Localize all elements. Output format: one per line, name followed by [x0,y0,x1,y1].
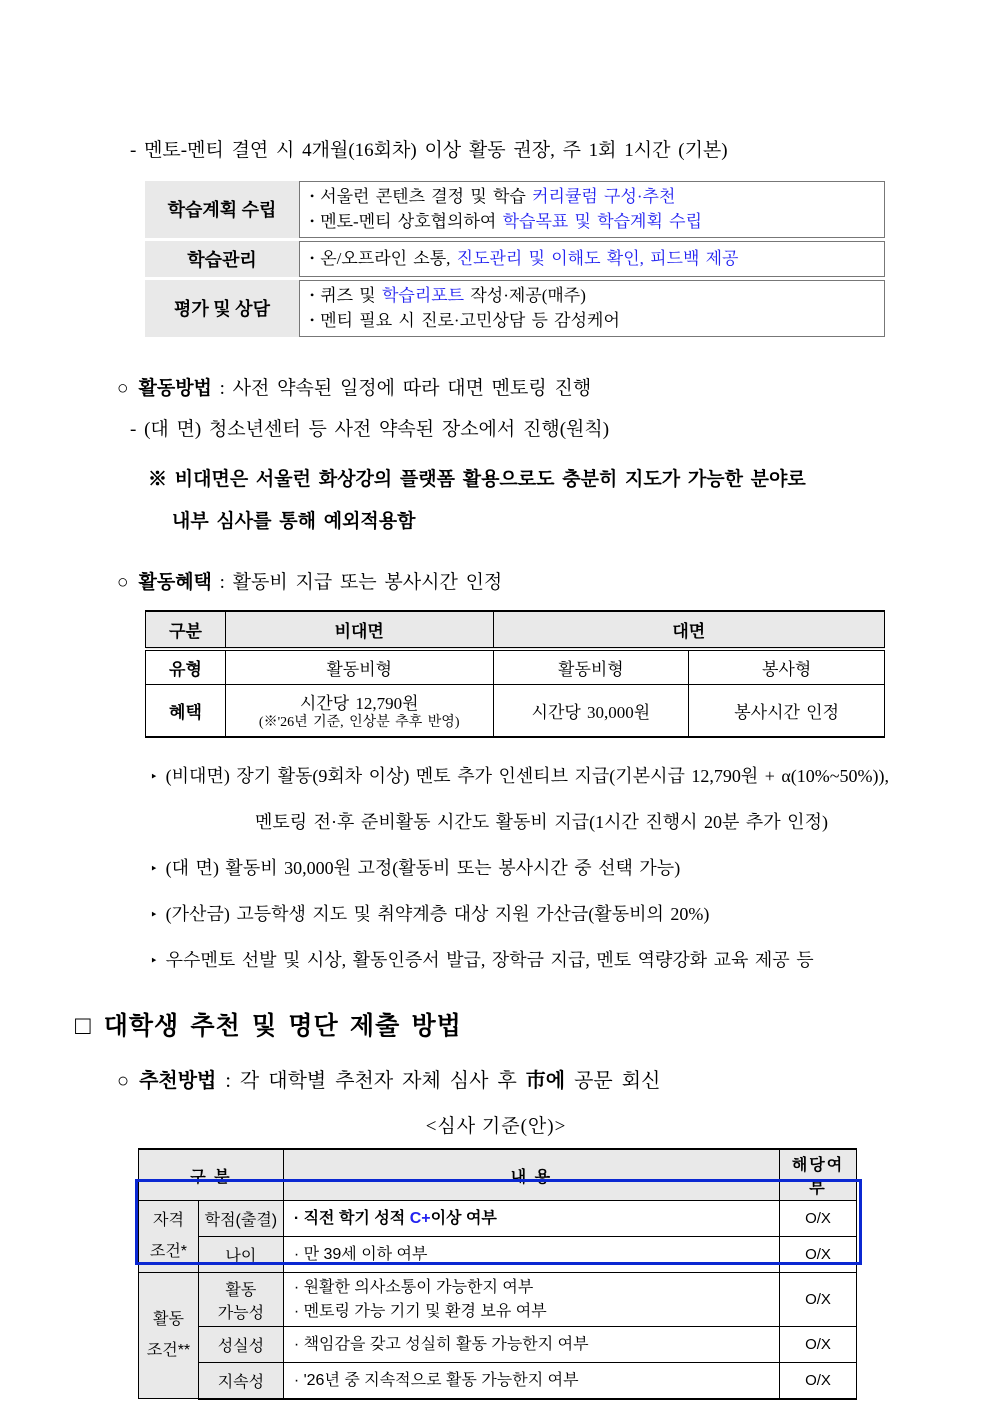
triangle-bullet-icon: ‣ [150,769,158,785]
reference-mark-icon: ※ [148,468,168,490]
sub-cell: 나이 [198,1237,283,1273]
sub-cell: 지속성 [198,1363,283,1399]
list-item [310,209,874,235]
sub-text: (대 면) 청소년센터 등 사전 약속된 장소에서 진행(원칙) [144,419,610,441]
group-cell [139,1201,199,1273]
table-row [146,649,885,685]
cell [225,684,493,737]
group-cell [139,1273,199,1399]
cell: 활동비형 [225,649,493,685]
recommend-method-line [117,1064,992,1093]
table-row [139,1237,857,1273]
ox-cell: O/X [780,1201,857,1237]
ox-cell: O/X [780,1363,857,1399]
list-item [150,854,992,880]
criteria-table-wrap [138,1148,857,1400]
criteria-text: · 원활한 의사소통이 가능한지 여부 [293,1279,534,1297]
group-line: 자격 [153,1212,184,1230]
group-line: 조건** [146,1341,191,1359]
section-label: 추천방법 [139,1070,217,1093]
note-block [148,467,992,534]
item-text-blue: 진도관리 및 이해도 확인, 피드백 제공 [456,248,739,268]
table-row [139,1327,857,1363]
table-row [145,241,885,277]
triangle-bullet-icon: ‣ [150,907,158,923]
content-cell: · 만 39세 이하 여부 [283,1237,779,1273]
content-cell [283,1201,779,1237]
list-item [310,283,874,309]
table-row [139,1273,857,1327]
ox-cell: O/X [780,1327,857,1363]
page-heading [75,1006,992,1042]
header-cell: 해당여부 [780,1149,857,1201]
bullet-icon: • [310,313,315,328]
item-text: 서울런 콘텐츠 결정 및 학습 [320,186,533,206]
role-label: 평가 및 상담 [145,280,299,337]
item-text: 작성·제공(매주) [464,285,586,305]
section-label: 활동방법 [138,377,212,399]
bullet-text: 우수멘토 선발 및 시상, 활동인증서 발급, 장학금 지급, 멘토 역량강화 교육 제공 등 [165,950,814,971]
note-text: 비대면은 서울런 화상강의 플랫폼 활용으로도 충분히 지도가 가능한 분야로 [174,468,806,490]
dash-bullet: - [130,140,137,161]
note-line1 [148,467,992,493]
criteria-text: · 직전 학기 성적 [293,1209,410,1227]
bullet-text: (대 면) 활동비 30,000원 고정(활동비 또는 봉사시간 중 선택 가능) [165,858,681,879]
table-row [145,181,885,238]
list-item [150,900,992,926]
cell: 봉사시간 인정 [689,684,885,737]
table-row [139,1363,857,1399]
square-bullet-icon: □ [75,1011,92,1041]
method-sub-line [130,417,992,443]
section-text: 공문 회신 [565,1070,661,1093]
header-cell: 구분 [146,611,226,649]
bullet-icon: • [310,250,315,265]
intro-text: 멘토-멘티 결연 시 4개월(16회차) 이상 활동 권장, 주 1회 1시간 (기본) [144,140,728,161]
bullet-icon: • [310,188,315,203]
role-content [299,181,885,238]
group-line: 조건* [149,1242,188,1260]
circle-bullet-icon: ○ [117,1070,130,1093]
heading-text: 대학생 추천 및 명단 제출 방법 [103,1013,462,1041]
content-cell [283,1273,779,1327]
list-item-continuation: 멘토링 전·후 준비활동 시간도 활동비 지급(1시간 진행시 20분 추가 인정) [255,812,828,833]
table-header-row [139,1149,857,1201]
role-content [299,280,885,337]
city-emphasis: 市에 [525,1070,566,1093]
group-line: 활동 [153,1311,184,1329]
role-label: 학습관리 [145,241,299,277]
benefit-bullet-list [150,762,992,972]
cell: 활동비형 [493,649,689,685]
list-item [310,246,874,272]
section-text: : 각 대학별 추천자 자체 심사 후 [216,1070,526,1093]
section-label: 활동혜택 [138,572,212,594]
table-row [146,684,885,737]
sub-cell [198,1273,283,1327]
circle-bullet-icon: ○ [117,377,129,399]
activity-benefit-line [117,570,992,596]
sub-cell: 학점(출결) [198,1201,283,1237]
list-item [310,184,874,210]
cell: 봉사형 [689,649,885,685]
activity-method-line [117,376,992,402]
dash-bullet: - [130,419,137,441]
header-cell: 비대면 [225,611,493,649]
circle-bullet-icon: ○ [117,572,129,594]
item-text-blue: 학습리포트 [381,285,465,305]
item-text: 퀴즈 및 [320,285,382,305]
benefits-table [145,610,885,738]
cell: 시간당 30,000원 [493,684,689,737]
ox-cell: O/X [780,1237,857,1273]
row-label: 혜택 [146,684,226,737]
table-header-row [146,611,885,649]
sub-line: 가능성 [217,1304,265,1322]
role-label: 학습계획 수립 [145,181,299,238]
sub-cell: 성실성 [198,1327,283,1363]
section-text: : 사전 약속된 일정에 따라 대면 멘토링 진행 [211,377,592,399]
triangle-bullet-icon: ‣ [150,953,158,969]
benefit-amount: 시간당 12,790원 [299,693,419,713]
note-line2: 내부 심사를 통해 예외적용함 [172,510,416,532]
content-cell: · '26년 중 지속적으로 활동 가능한지 여부 [283,1363,779,1399]
section-text: : 활동비 지급 또는 봉사시간 인정 [211,572,503,594]
content-cell: · 책임감을 갖고 성실히 활동 가능한지 여부 [283,1327,779,1363]
header-cell: 대면 [493,611,884,649]
table-row [145,280,885,337]
item-text: 온/오프라인 소통, [320,248,457,268]
bullet-icon: • [310,287,315,302]
bullet-icon: • [310,214,315,229]
item-text-blue: 학습목표 및 학습계획 수립 [502,212,702,232]
criteria-text: 이상 여부 [430,1209,497,1227]
item-text-blue: 커리큘럼 구성·추천 [532,186,676,206]
list-item [310,308,874,334]
table-row [139,1201,857,1237]
header-cell: 구 분 [139,1149,284,1201]
intro-line [130,138,992,164]
ox-cell: O/X [780,1273,857,1327]
table-caption: <심사 기준(안)> [425,1116,567,1138]
sub-line: 활동 [225,1281,257,1299]
list-item [150,762,992,788]
role-content [299,241,885,277]
list-item [150,946,992,972]
header-cell: 내 용 [283,1149,779,1201]
triangle-bullet-icon: ‣ [150,861,158,877]
roles-table [145,178,885,340]
criteria-grade: C+ [409,1209,431,1227]
criteria-table [138,1148,857,1400]
bullet-text: (가산금) 고등학생 지도 및 취약계층 대상 지원 가산금(활동비의 20%) [165,904,710,925]
row-label: 유형 [146,649,226,685]
benefit-note: (※'26년 기준, 인상분 추후 반영) [258,714,460,730]
item-text: 멘토-멘티 상호협의하여 [320,212,503,232]
item-text: 멘티 필요 시 진로·고민상담 등 감성케어 [320,311,620,331]
bullet-text: (비대면) 장기 활동(9회차 이상) 멘토 추가 인센티브 지급(기본시급 12,790원 + α(10%~50%)), [165,766,890,787]
criteria-text: · 멘토링 가능 기기 및 환경 보유 여부 [293,1302,547,1320]
